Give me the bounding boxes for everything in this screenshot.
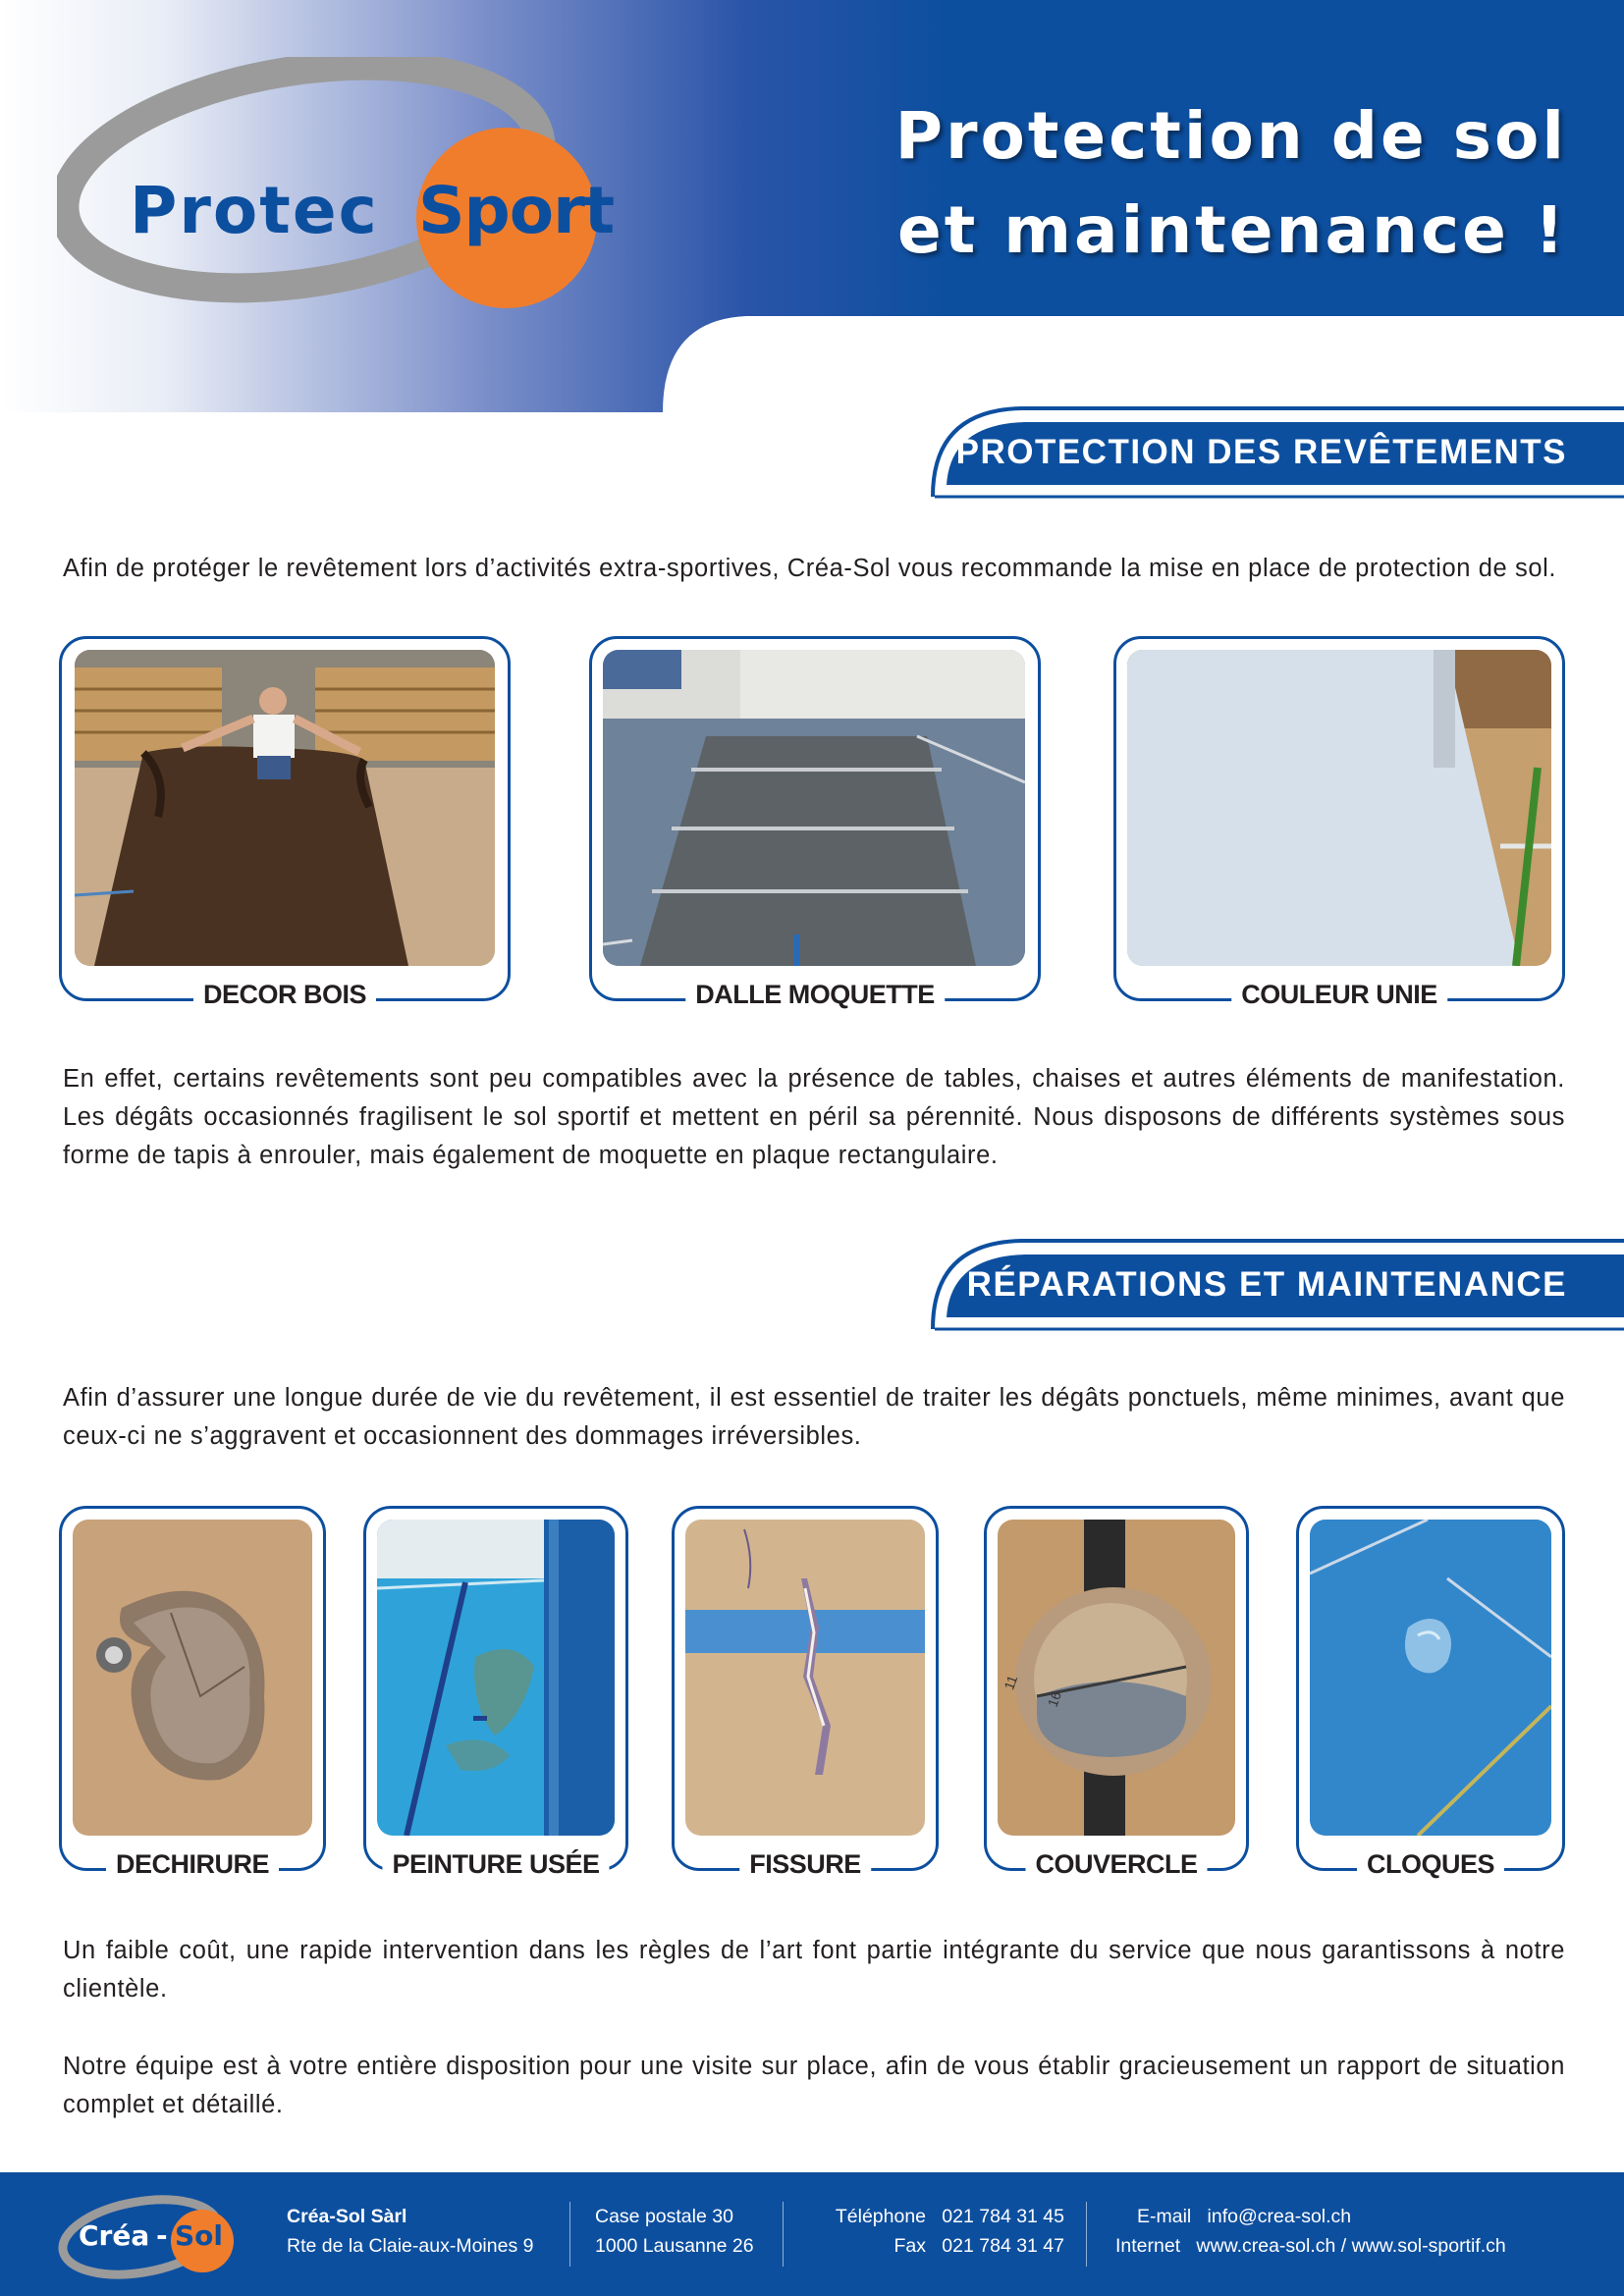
photo-decor-bois [75,650,495,966]
cover-number-16: 16 [1044,1688,1064,1710]
card-label: DECHIRURE [106,1849,279,1880]
footer-email-label: E-mail [1137,2206,1192,2227]
photo-cloques [1310,1520,1551,1836]
card-dalle-moquette [589,636,1041,1009]
footer-separator [569,2202,570,2267]
card-label: PEINTURE USÉE [382,1849,609,1880]
footer-separator [1086,2202,1087,2267]
footer-internet-label: Internet [1115,2235,1181,2257]
logo-word-protec: Protec [130,173,379,248]
section-heading-protection: PROTECTION DES REVÊTEMENTS [955,433,1567,471]
reparations-intro: Afin d’assurer une longue durée de vie du revêtement, il est essentiel de traiter les dégâts ponctuels, même minimes, avant que ceux-ci ne s’aggravent et occasionnent des dommages irréversibles. [63,1384,1565,1450]
footer-company-block [287,2202,533,2261]
section-banner-reparations [927,1239,1624,1333]
protection-intro: Afin de protéger le revêtement lors d’activités extra-sportives, Créa-Sol vous recommande la mise en place de protection de sol. [63,555,1557,582]
logo-word-sport: Sport [418,173,615,248]
reparations-body-2: Notre équipe est à votre entière disposition pour une visite sur place, afin de vous établir gracieusement un rapport de situation complet et détaillé. [63,2053,1565,2118]
card-label: DECOR BOIS [193,980,376,1010]
page-footer [0,2172,1624,2296]
card-label: COUVERCLE [1025,1849,1207,1880]
footer-city: 1000 Lausanne 26 [595,2235,754,2257]
photo-couvercle [998,1520,1235,1836]
card-dechirure [59,1506,326,1879]
photo-dechirure [73,1520,312,1836]
card-label: DALLE MOQUETTE [685,980,945,1010]
reparations-body-1: Un faible coût, une rapide intervention dans les règles de l’art font partie intégrante du service que nous garantissons à notre clientèle. [63,1937,1565,2002]
footer-separator [783,2202,784,2267]
footer-phone-label: Téléphone [835,2206,927,2227]
card-peinture-usee [363,1506,628,1879]
footer-company: Créa-Sol Sàrl [287,2206,407,2227]
card-couvercle [984,1506,1249,1879]
footer-email-link[interactable]: info@crea-sol.ch [1207,2206,1352,2227]
photo-couleur-unie [1127,650,1551,966]
footer-logo-word-sol: Sol [175,2219,223,2252]
footer-fax: 021 784 31 47 [942,2235,1064,2257]
footer-po-box: Case postale 30 [595,2206,733,2227]
page-title-line-1: Protection de sol [894,98,1567,174]
photo-fissure [685,1520,925,1836]
section-heading-reparations: RÉPARATIONS ET MAINTENANCE [966,1265,1567,1304]
footer-address-block [595,2202,754,2261]
footer-internet-link[interactable]: www.crea-sol.ch / www.sol-sportif.ch [1196,2235,1506,2257]
cover-number-11: 11 [1001,1673,1021,1692]
footer-web-block [1115,2202,1565,2261]
card-cloques [1296,1506,1565,1879]
protec-sport-logo [57,57,615,351]
footer-street: Rte de la Claie-aux-Moines 9 [287,2235,534,2257]
page-title-line-2: et maintenance ! [897,192,1567,268]
footer-fax-label: Fax [893,2235,927,2257]
footer-phone-block [809,2202,1064,2261]
page-header [0,0,1624,412]
footer-logo-dash: - [156,2219,168,2252]
photo-peinture-usee [377,1520,615,1836]
card-label: COULEUR UNIE [1231,980,1447,1010]
photo-dalle-moquette [603,650,1025,966]
footer-phone: 021 784 31 45 [942,2206,1064,2227]
card-fissure [672,1506,939,1879]
protection-body: En effet, certains revêtements sont peu compatibles avec la présence de tables, chaises et autres éléments de manifestation. Les dégâts occasionnés fragilisent le sol sportif et mettent en péril sa pérennité. Nous disposons de différents systèmes sous forme de tapis à enrouler, mais également de moquette en plaque rectangulaire. [63,1065,1565,1169]
crea-sol-logo [57,2192,244,2280]
section-banner-protection [927,406,1624,501]
card-label: FISSURE [739,1849,871,1880]
footer-logo-word-crea: Créa [79,2219,150,2252]
card-couleur-unie [1113,636,1565,1009]
card-decor-bois [59,636,511,1009]
card-label: CLOQUES [1357,1849,1504,1880]
